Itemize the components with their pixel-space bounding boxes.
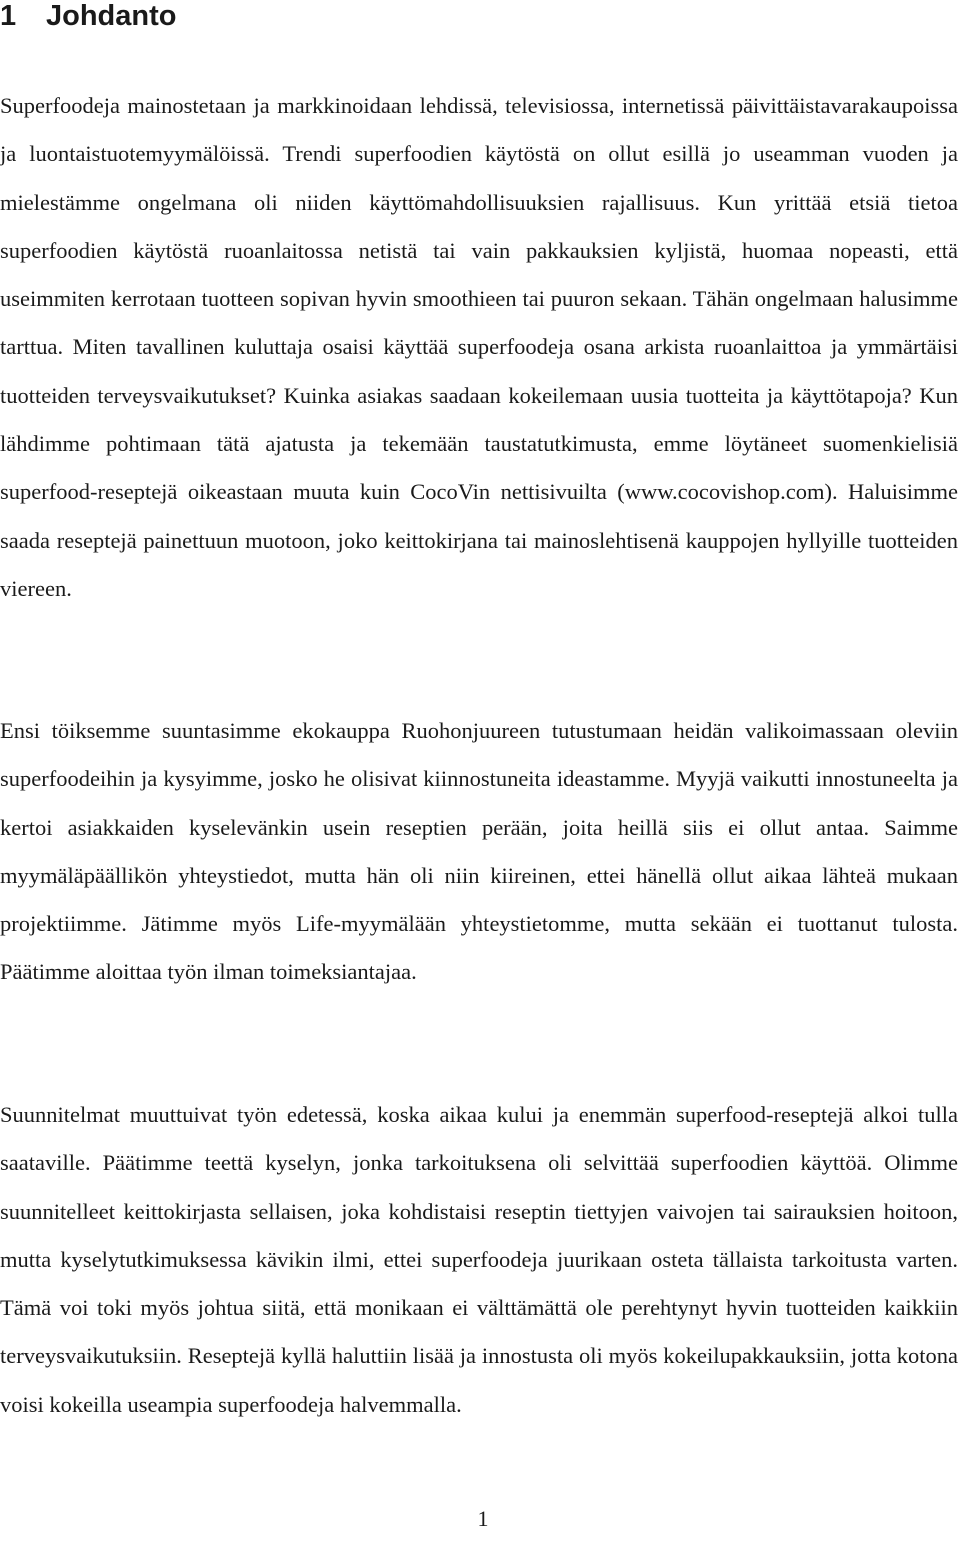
section-heading xyxy=(0,0,177,34)
section-title: Johdanto xyxy=(46,0,177,32)
paragraph-plan-changes: Suunnitelmat muuttuivat työn edetessä, koska aikaa kului ja enemmän superfood-reseptejä alkoi tulla saataville. Päätimme teettä kyselyn, jonka tarkoituksena oli selvittää superfoodien käyttöä. Olimme suunnitelleet keittokirjasta sellaisen, joka kohdistaisi reseptin tiettyjen vaivojen tai sairauksien hoitoon, mutta kyselytutkimuksessa kävikin ilmi, ettei superfoodeja juurikaan osteta tällaista tarkoitusta varten. Tämä voi toki myös johtua siitä, että monikaan ei välttämättä ole perehtynyt hyvin tuotteiden kaikkiin terveysvaikutuksiin. Reseptejä kyllä haluttiin lisää ja innostusta oli myös kokeilupakkauksiin, jotta kotona voisi kokeilla useampia superfoodeja halvemmalla. xyxy=(0,1102,958,1417)
paragraph-first-steps: Ensi töiksemme suuntasimme ekokauppa Ruohonjuureen tutustumaan heidän valikoimassaan oleviin superfoodeihin ja kysyimme, josko he olisivat kiinnostuneita ideastamme. Myyjä vaikutti innostuneelta ja kertoi asiakkaiden kyselevänkin usein reseptien perään, joita heillä siis ei ollut antaa. Saimme myymäläpäällikön yhteystiedot, mutta hän oli niin kiireinen, ettei hänellä ollut aikaa lähteä mukaan projektiimme. Jätimme myös Life-myymälään yhteystietomme, mutta sekään ei tuottanut tulosta. Päätimme aloittaa työn ilman toimeksiantajaa. xyxy=(0,718,958,985)
page-number: 1 xyxy=(477,1506,489,1531)
section-number: 1 xyxy=(0,0,17,32)
paragraph-intro: Superfoodeja mainostetaan ja markkinoidaan lehdissä, televisiossa, internetissä päivittäistavarakaupoissa ja luontaistuotemyymälöissä. Trendi superfoodien käytöstä on ollut esillä jo useamman vuoden ja mielestämme ongelmana oli niiden käyttömahdollisuuksien rajallisuus. Kun yrittää etsiä tietoa superfoodien käytöstä ruoanlaitossa netistä tai vain pakkauksien kyljistä, huomaa nopeasti, että useimmiten kerrotaan tuotteen sopivan hyvin smoothieen tai puuron sekaan. Tähän ongelmaan halusimme tarttua. Miten tavallinen kuluttaja osaisi käyttää superfoodeja osana arkista ruoanlaittoa ja ymmärtäisi tuotteiden terveysvaikutukset? Kuinka asiakas saadaan kokeilemaan uusia tuotteita ja käyttötapoja? Kun lähdimme pohtimaan tätä ajatusta ja tekemään taustatutkimusta, emme löytäneet suomenkielisiä superfood-reseptejä oikeastaan muuta kuin CocoVin nettisivuilta (www.cocovishop.com). Haluisimme saada reseptejä painettuun muotoon, joko keittokirjana tai mainoslehtisenä kauppojen hyllyille tuotteiden viereen. xyxy=(0,93,958,601)
